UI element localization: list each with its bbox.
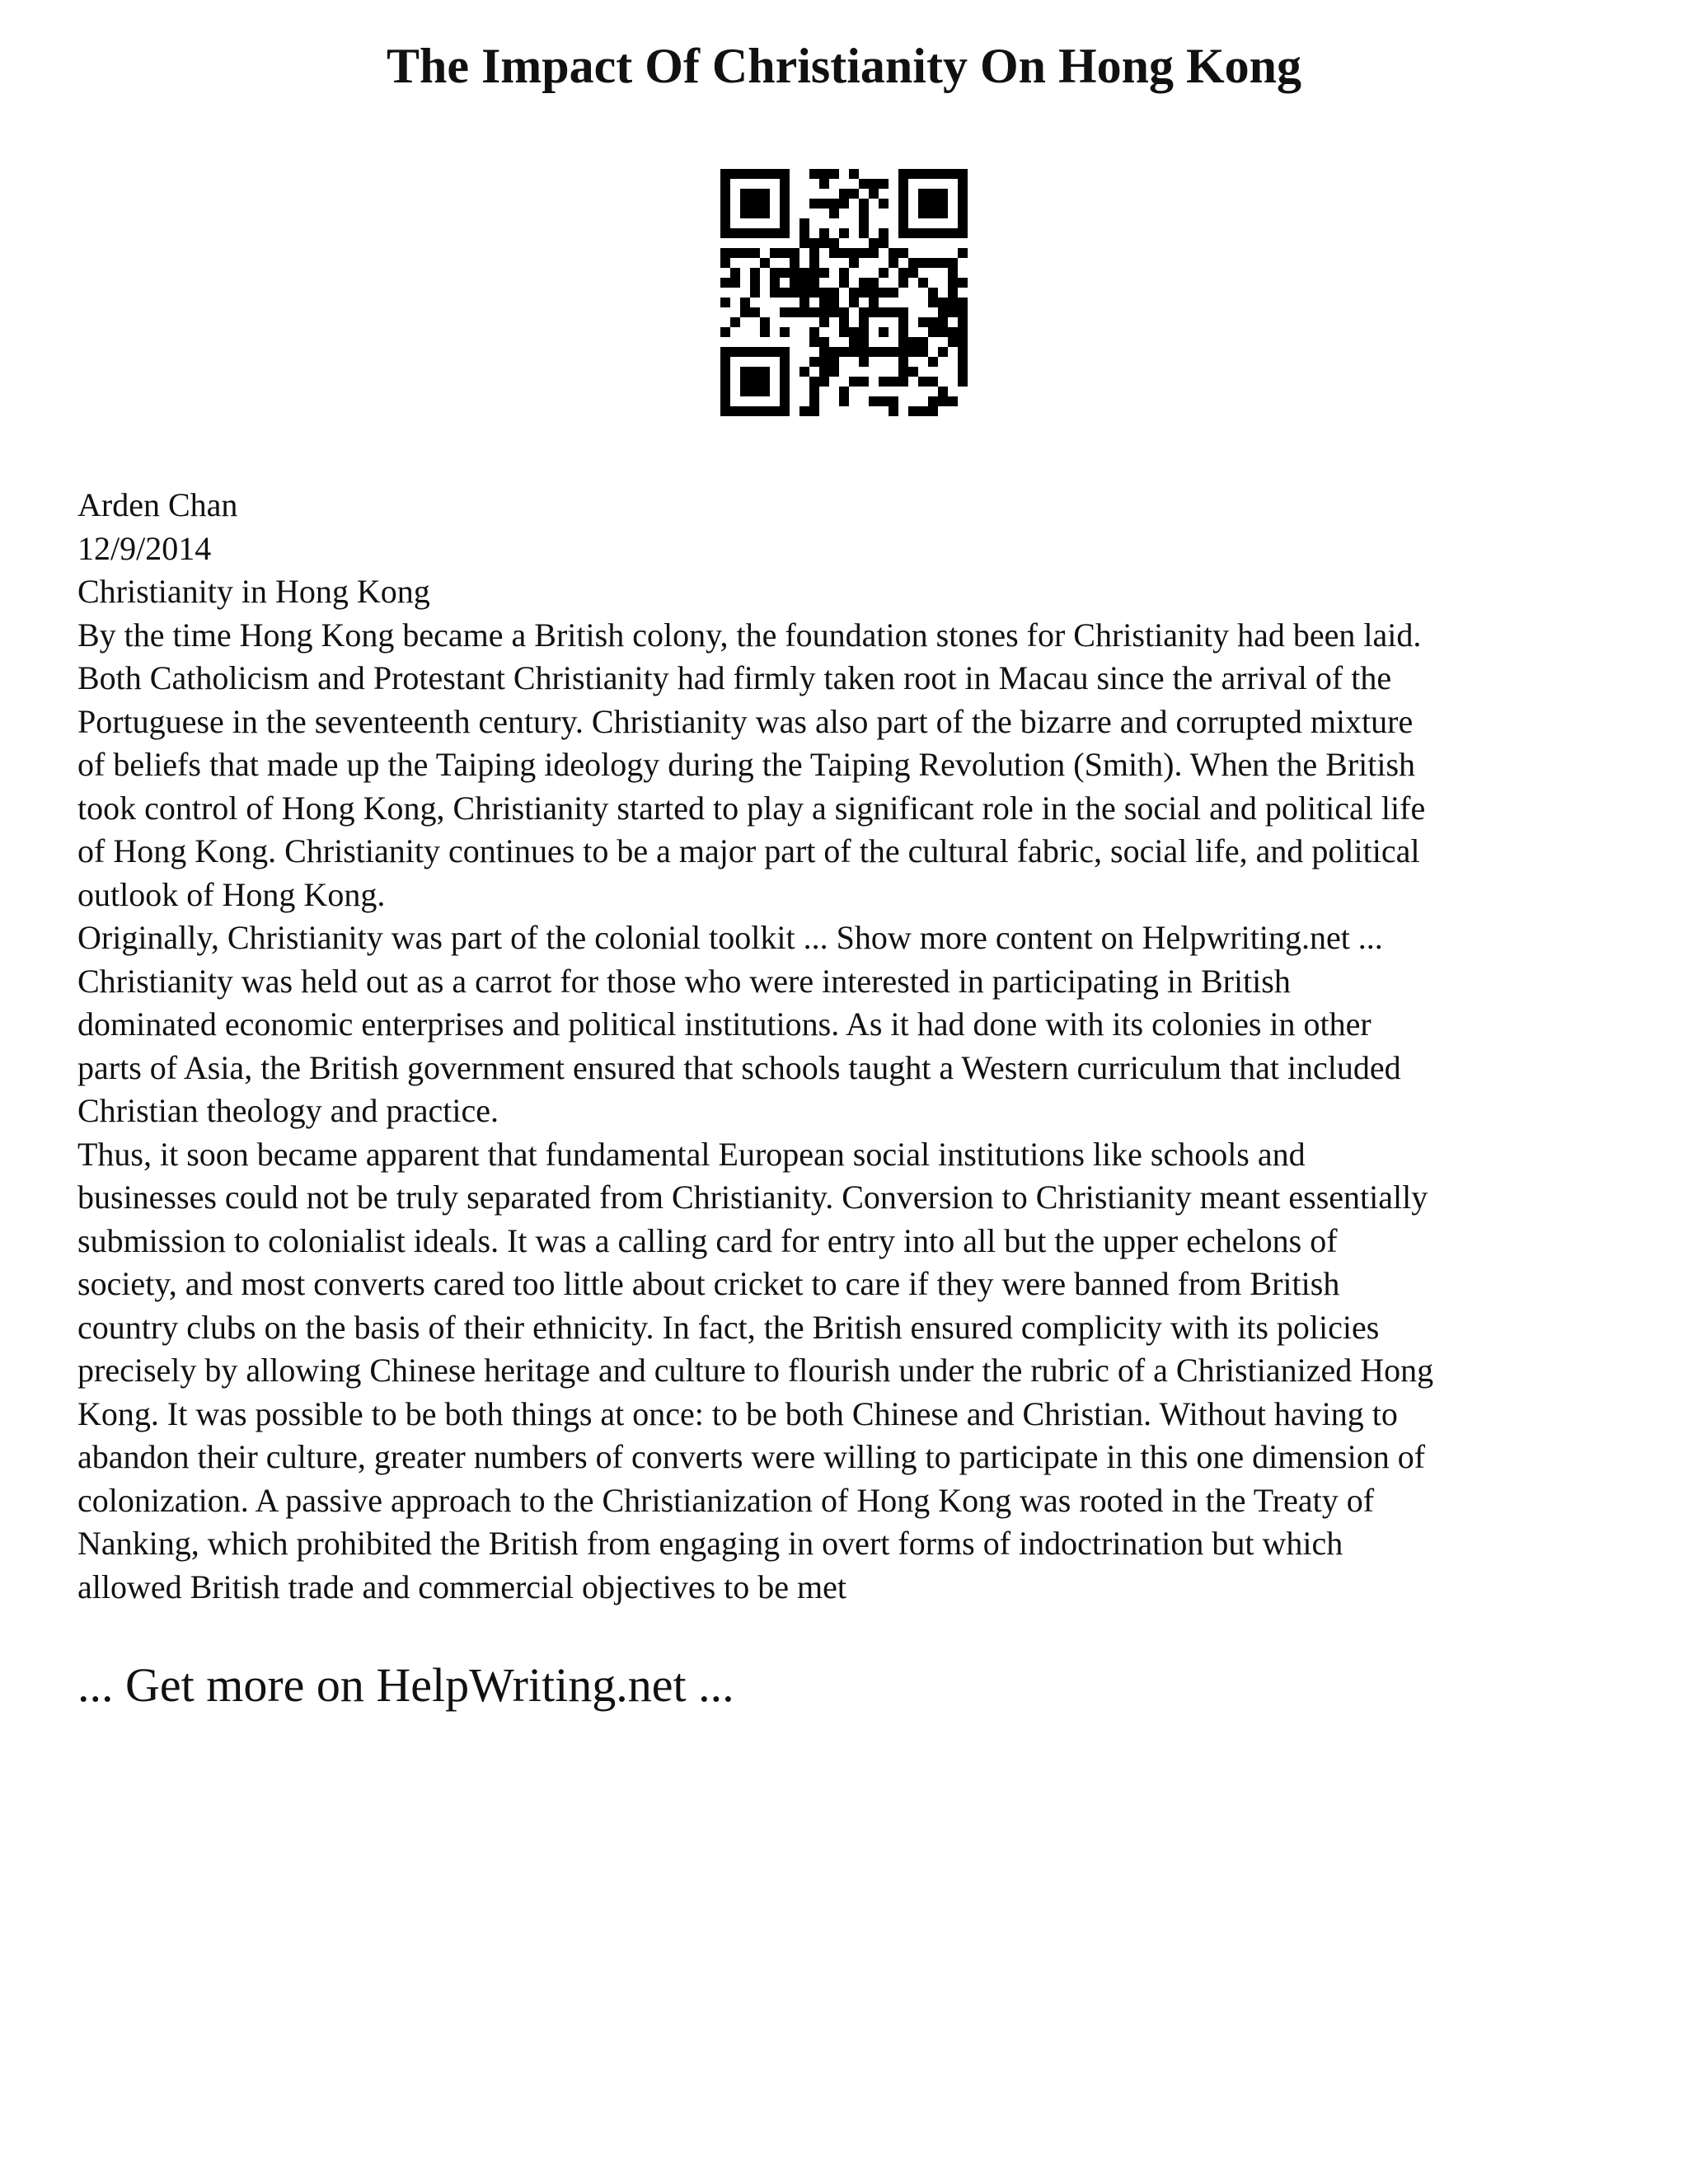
document-date: 12/9/2014 bbox=[77, 529, 212, 567]
qr-code-icon bbox=[720, 169, 968, 416]
body-paragraph: Thus, it soon became apparent that fundamental European social institutions like schools and businesses could not be truly separated from Christianity. Conversion to Christianity meant essentially submission to colonialist ideals. It was a calling card for entry into all but the upper echelons of society, and most converts cared too little about cricket to care if they were banned from British country clubs on the basis of their ethnicity. In fact, the British ensured complicity with its policies precisely by allowing Chinese heritage and culture to flourish under the rubric of a Christianized Hong Kong. It was possible to be both things at once: to be both Chinese and Christian. Without having to abandon their culture, greater numbers of converts were willing to participate in this one dimension of colonization. A passive approach to the Christianization of Hong Kong was rooted in the Treaty of Nanking, which prohibited the British from engaging in overt forms of indoctrination but which allowed British trade and commercial objectives to be met bbox=[77, 1135, 1434, 1605]
get-more-link[interactable]: ... Get more on HelpWriting.net ... bbox=[77, 1658, 734, 1712]
author-name: Arden Chan bbox=[77, 486, 238, 523]
document-title: The Impact Of Christianity On Hong Kong bbox=[386, 39, 1302, 93]
document-body bbox=[77, 484, 1627, 1609]
body-paragraph: Originally, Christianity was part of the colonial toolkit ... Show more content on Helpwriting.net ... Christianity was held out as a carrot for those who were interested in participating in British dominated economic enterprises and political institutions. As it had done with its colonies in other parts of Asia, the British government ensured that schools taught a Western curriculum that included Christian theology and practice. bbox=[77, 919, 1401, 1129]
body-paragraph: By the time Hong Kong became a British colony, the foundation stones for Christianity had been laid. Both Catholicism and Protestant Christianity had firmly taken root in Macau since the arrival of the Portuguese in the seventeenth century. Christianity was also part of the bizarre and corrupted mixture of beliefs that made up the Taiping ideology during the Taiping Revolution (Smith). When the British took control of Hong Kong, Christianity started to play a significant role in the social and political life of Hong Kong. Christianity continues to be a major part of the cultural fabric, social life, and political outlook of Hong Kong. bbox=[77, 616, 1426, 913]
document-subject: Christianity in Hong Kong bbox=[77, 573, 430, 610]
